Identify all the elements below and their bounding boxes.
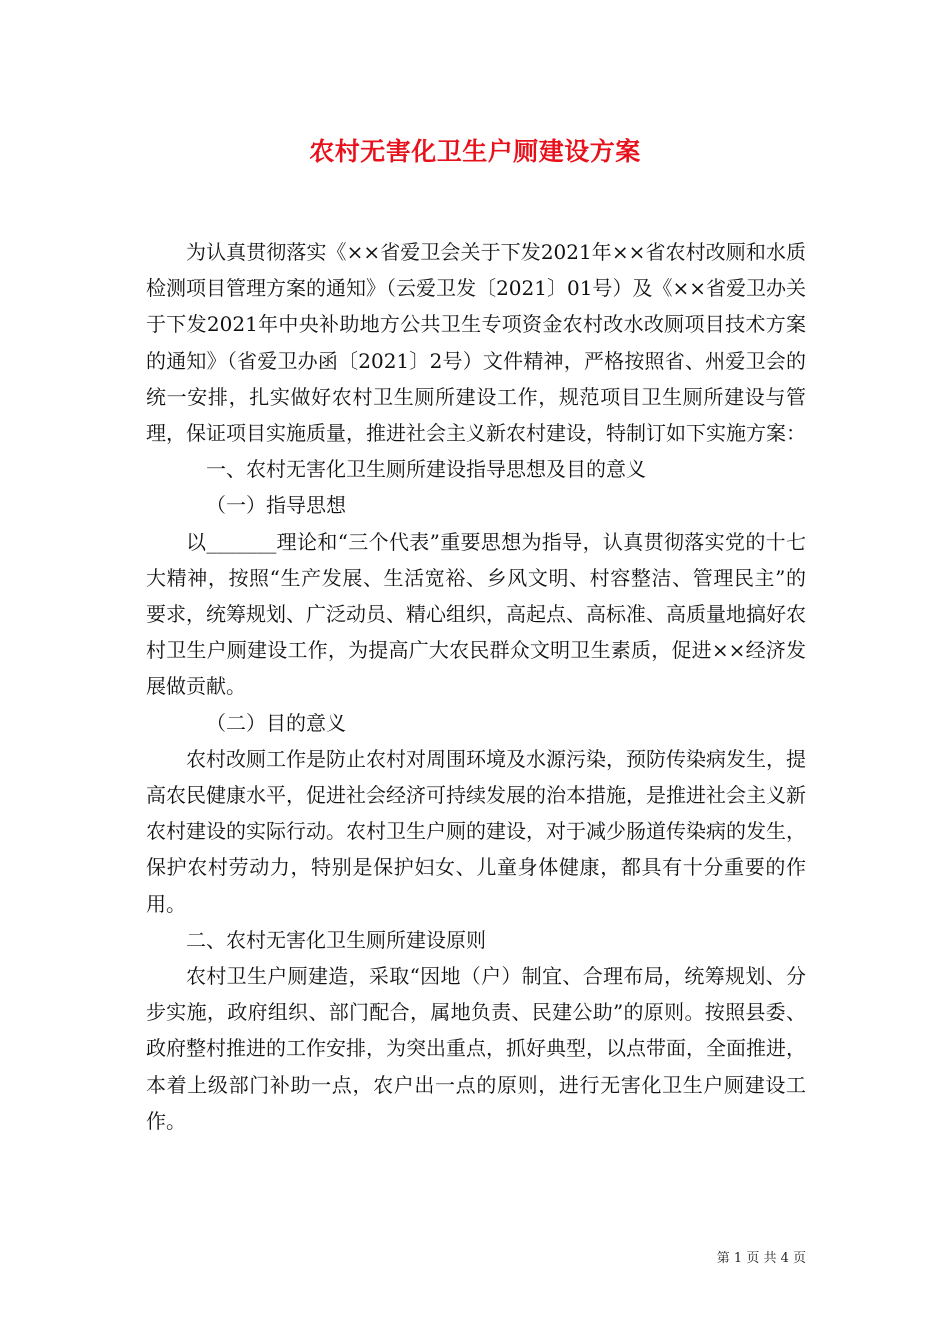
subsection-heading-1: （一）指导思想 [206,493,346,518]
section-heading-1: 一、农村无害化卫生厕所建设指导思想及目的意义 [206,457,646,482]
intro-paragraph: 为认真贯彻落实《××省爱卫会关于下发2021年××省农村改厕和水质检测项目管理方案的通知》（云爱卫发〔2021〕01号）及《××省爱卫办关于下发2021年中央补助地方公共卫生专项资金农村改水改厕项目技术方案的通知》（省爱卫办函〔2021〕2号）文件精神，严格按照省、州爱卫会的统一安排，扎实做好农村卫生厕所建设工作，规范项目卫生厕所建设与管理，保证项目实施质量，推进社会主义新农村建设，特制订如下实施方案： [146,240,806,446]
page-number: 第 1 页 共 4 页 [716,1251,806,1266]
section-heading-2: 二、农村无害化卫生厕所建设原则 [186,927,486,952]
subsection-heading-2: （二）目的意义 [206,710,346,735]
principles-paragraph: 农村卫生户厕建造，采取“因地（户）制宜、合理布局，统筹规划、分步实施，政府组织、部门配合，属地负责、民建公助”的原则。按照县委、政府整村推进的工作安排，为突出重点，抓好典型，以点带面，全面推进，本着上级部门补助一点，农户出一点的原则，进行无害化卫生户厕建设工作。 [146,964,806,1133]
document-title: 农村无害化卫生户厕建设方案 [309,137,641,166]
document-body [146,234,806,1139]
significance-paragraph: 农村改厕工作是防止农村对周围环境及水源污染，预防传染病发生，提高农民健康水平，促进社会经济可持续发展的治本措施，是推进社会主义新农村建设的实际行动。农村卫生户厕的建设，对于减少肠道传染病的发生，保护农村劳动力，特别是保护妇女、儿童身体健康，都具有十分重要的作用。 [146,746,806,916]
guiding-thought-paragraph: 以_______理论和“三个代表”重要思想为指导，认真贯彻落实党的十七大精神，按照“生产发展、生活宽裕、乡风文明、村容整洁、管理民主”的要求，统筹规划、广泛动员、精心组织，高起点、高标准、高质量地搞好农村卫生户厕建设工作，为提高广大农民群众文明卫生素质，促进××经济发展做贡献。 [146,529,806,699]
